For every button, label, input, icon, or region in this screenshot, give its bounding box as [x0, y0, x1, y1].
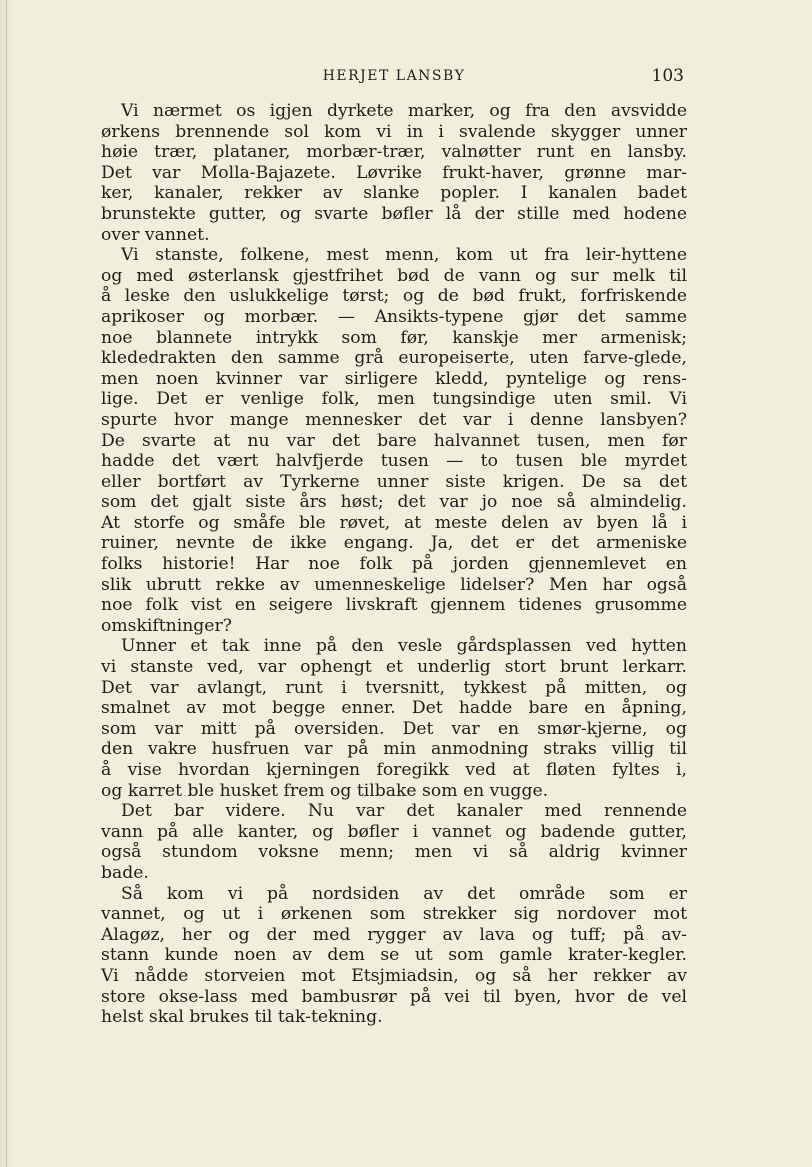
body-text [101, 101, 687, 1028]
page-number: 103 [651, 66, 684, 86]
text-line: Vi nærmet os igjen dyrkete marker, og fra den avsvidde [121, 101, 687, 121]
text-line: bade. [101, 862, 149, 883]
text-line: slik ubrutt rekke av umenneskelige lidelser? Men har også [101, 574, 687, 595]
text-line: ørkens brennende sol kom vi in i svalende skygger unner [101, 121, 687, 142]
text-line: omskiftninger? [101, 615, 232, 636]
text-line: også stundom voksne menn; men vi så aldrig kvinner [101, 842, 687, 863]
text-line: og karret ble husket frem og tilbake som en vugge. [101, 780, 549, 801]
text-line: spurte hvor mange mennesker det var i denne lansbyen? [101, 409, 687, 430]
text-line: over vannet. [101, 224, 210, 245]
page-spine-edge [6, 0, 7, 1167]
text-line: Det var avlangt, runt i tversnitt, tykkest på mitten, og [101, 677, 687, 698]
text-line: brunstekte gutter, og svarte bøfler lå der stille med hodene [101, 203, 687, 224]
text-line: aprikoser og morbær. — Ansikts-typene gjør det samme [101, 306, 687, 327]
text-line: Så kom vi på nordsiden av det område som er [121, 883, 687, 904]
text-line: De svarte at nu var det bare halvannet tusen, men før [101, 430, 687, 451]
text-line: eller bortført av Tyrkerne unner siste krigen. De sa det [101, 471, 687, 492]
text-line: stann kunde noen av dem se ut som gamle krater-kegler. [101, 945, 687, 966]
text-line: Vi nådde storveien mot Etsjmiadsin, og så her rekker av [101, 965, 687, 986]
text-line: folks historie! Har noe folk på jorden gjennemlevet en [101, 554, 687, 575]
text-line: At storfe og småfe ble røvet, at meste delen av byen lå i [101, 512, 687, 533]
text-line: vannet, og ut i ørkenen som strekker sig nordover mot [101, 904, 687, 925]
text-line: hadde det vært halvfjerde tusen — to tusen ble myrdet [101, 451, 687, 472]
text-line: store okse-lass med bambusrør på vei til byen, hvor de vel [101, 986, 687, 1007]
text-line: å leske den uslukkelige tørst; og de bød frukt, forfriskende [101, 286, 687, 307]
text-line: men noen kvinner var sirligere kledd, pyntelige og rens- [101, 368, 687, 389]
text-line: høie trær, plataner, morbær-trær, valnøtter runt en lansby. [101, 142, 687, 163]
text-line: Unner et tak inne på den vesle gårdsplassen ved hytten [121, 636, 687, 657]
text-line: Det bar videre. Nu var det kanaler med rennende [121, 801, 687, 822]
running-header [100, 66, 688, 90]
text-line: lige. Det er venlige folk, men tungsindige uten smil. Vi [101, 389, 687, 410]
text-line: ruiner, nevnte de ikke engang. Ja, det er det armeniske [101, 533, 687, 554]
text-line: helst skal brukes til tak-tekning. [101, 1007, 383, 1028]
text-line: å vise hvordan kjerningen foregikk ved at fløten fyltes i, [101, 760, 687, 780]
text-line: og med østerlansk gjestfrihet bød de vann og sur melk til [101, 265, 687, 286]
text-line: noe folk vist en seigere livskraft gjennem tidenes grusomme [101, 595, 687, 616]
text-line: vann på alle kanter, og bøfler i vannet og badende gutter, [101, 821, 687, 842]
text-line: Det var Molla-Bajazete. Løvrike frukt-haver, grønne mar- [101, 162, 687, 183]
text-line: den vakre husfruen var på min anmodning straks villig til [101, 739, 687, 760]
text-line: Vi stanste, folkene, mest menn, kom ut fra leir-hyttene [121, 245, 687, 266]
text-line: ker, kanaler, rekker av slanke popler. I kanalen badet [101, 183, 687, 204]
text-line: klededrakten den samme grå europeiserte, uten farve-glede, [101, 348, 687, 369]
text-line: noe blannete intrykk som før, kanskje mer armenisk; [101, 327, 687, 348]
text-line: vi stanste ved, var ophengt et underlig stort brunt lerkarr. [101, 657, 687, 678]
text-line: som var mitt på oversiden. Det var en smør-kjerne, og [101, 718, 687, 739]
running-title: HERJET LANSBY [322, 68, 466, 84]
text-line: Alagøz, her og der med rygger av lava og tuff; på av- [101, 924, 687, 945]
text-line: som det gjalt siste års høst; det var jo noe så almindelig. [101, 492, 687, 513]
text-line: smalnet av mot begge enner. Det hadde bare en åpning, [101, 698, 687, 719]
